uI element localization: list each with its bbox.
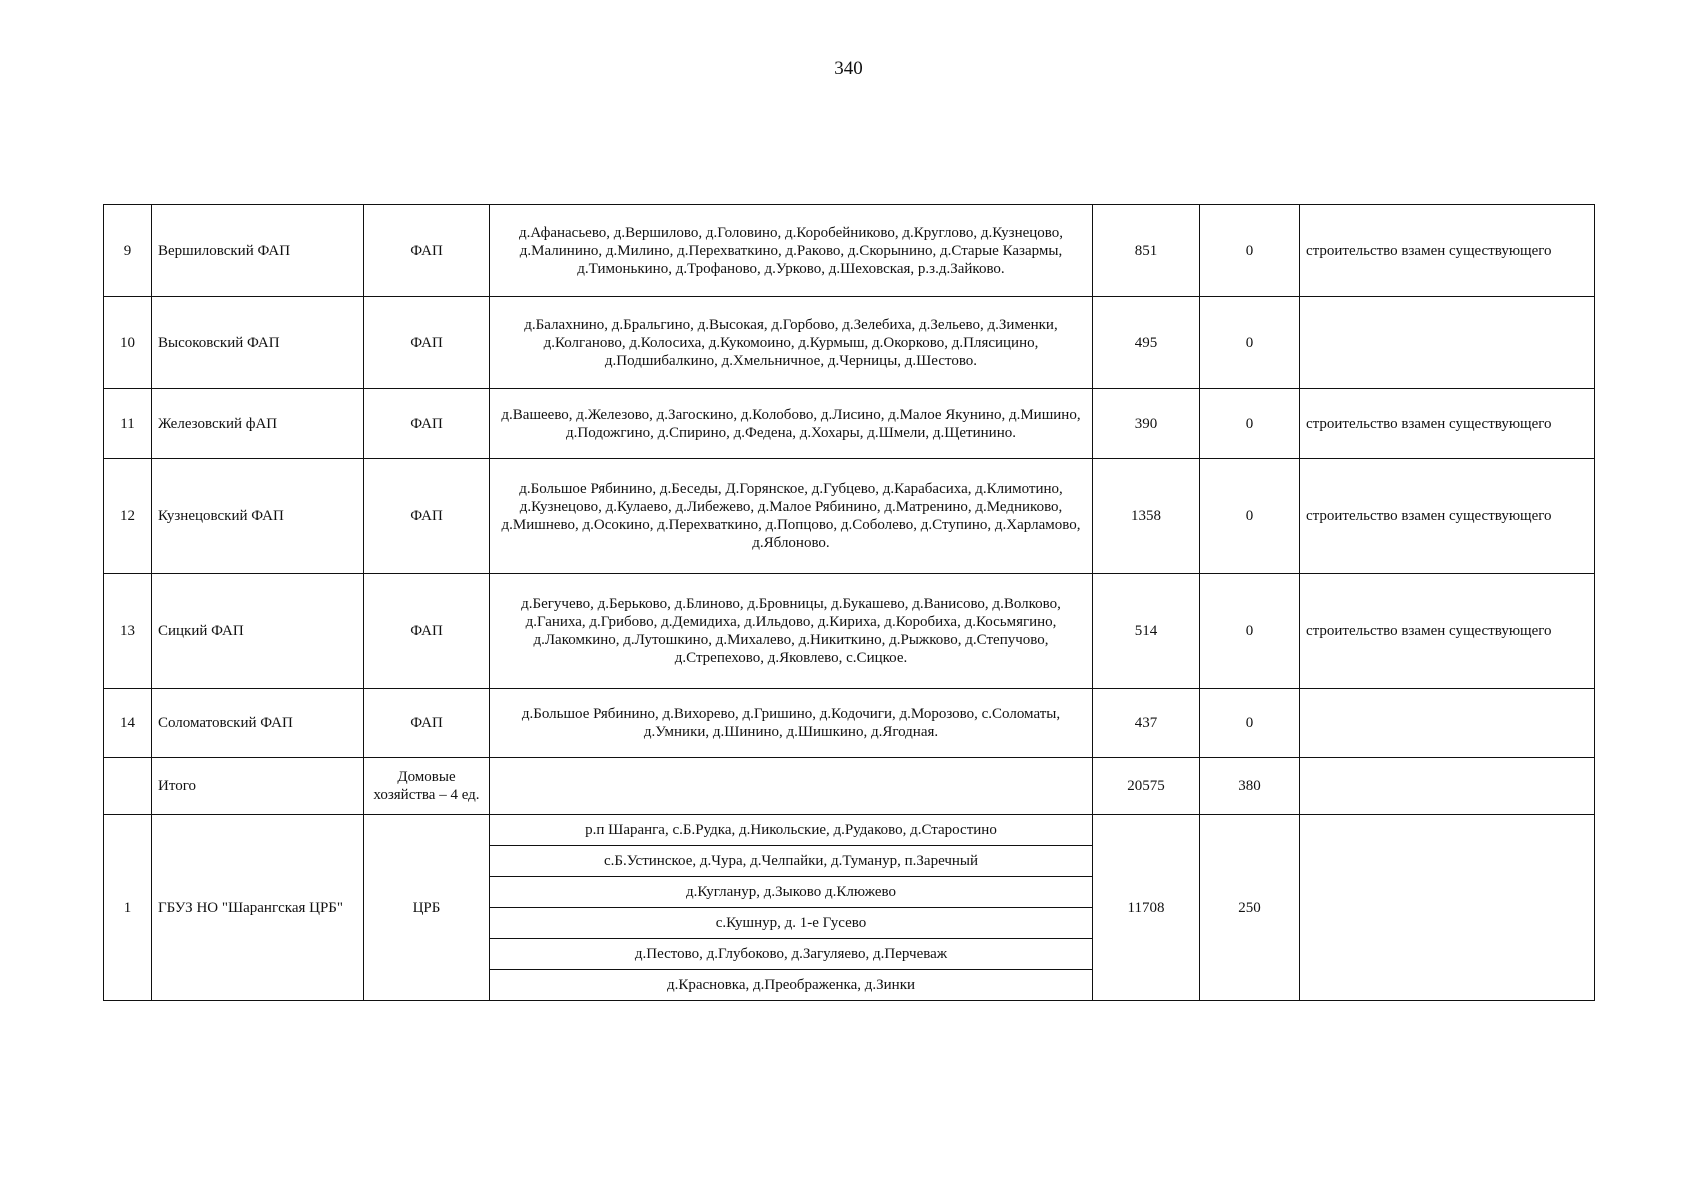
table-row bbox=[104, 689, 1595, 758]
villages-list: д.Большое Рябинино, д.Беседы, Д.Горянское, д.Губцево, д.Карабасиха, д.Климотино, д.Кузнецово, д.Кулаево, д.Либежево, д.Малое Рябинино, д.Матренино, д.Медниково, д.Мишнево, д.Осокино, д.Перехваткино, д.Попцово, д.Соболево, д.Ступино, д.Харламово, д.Яблоново. bbox=[490, 459, 1093, 574]
population-value: 495 bbox=[1093, 297, 1200, 389]
population-value: 437 bbox=[1093, 689, 1200, 758]
table-row bbox=[104, 297, 1595, 389]
total-row bbox=[104, 758, 1595, 815]
total-label: Итого bbox=[152, 758, 364, 815]
population-value: 390 bbox=[1093, 389, 1200, 459]
villages-list bbox=[490, 758, 1093, 815]
facility-type: ФАП bbox=[364, 574, 490, 689]
table-row bbox=[104, 815, 1595, 846]
villages-list: д.Балахнино, д.Бральгино, д.Высокая, д.Горбово, д.Зелебиха, д.Зельево, д.Зименки, д.Колганово, д.Колосиха, д.Кукомоино, д.Курмыш, д.Окорково, д.Плясицино, д.Подшибалкино, д.Хмельничное, д.Черницы, д.Шестово. bbox=[490, 297, 1093, 389]
row-number: 14 bbox=[104, 689, 152, 758]
secondary-value: 250 bbox=[1200, 815, 1300, 1001]
facility-name: Высоковский ФАП bbox=[152, 297, 364, 389]
villages-list: д.Бегучево, д.Берьково, д.Блиново, д.Бровницы, д.Букашево, д.Ванисово, д.Волково, д.Ганиха, д.Грибово, д.Демидиха, д.Ильдово, д.Кириха, д.Коробиха, д.Косьмягино, д.Лакомкино, д.Лутошкино, д.Михалево, д.Никиткино, д.Рыжково, д.Степучово, д.Стрепехово, д.Яковлево, с.Сицкое. bbox=[490, 574, 1093, 689]
page-number: 340 bbox=[834, 58, 863, 79]
secondary-value: 0 bbox=[1200, 689, 1300, 758]
facility-name: Железовский фАП bbox=[152, 389, 364, 459]
facility-type: ФАП bbox=[364, 689, 490, 758]
secondary-value: 0 bbox=[1200, 297, 1300, 389]
facility-type: ФАП bbox=[364, 389, 490, 459]
population-value: 11708 bbox=[1093, 815, 1200, 1001]
villages-group: д.Пестово, д.Глубоково, д.Загуляево, д.Перчеваж bbox=[490, 939, 1093, 970]
facility-type: ФАП bbox=[364, 297, 490, 389]
villages-group: р.п Шаранга, с.Б.Рудка, д.Никольские, д.Рудаково, д.Старостино bbox=[490, 815, 1093, 846]
facility-name: Вершиловский ФАП bbox=[152, 205, 364, 297]
table-row bbox=[104, 574, 1595, 689]
facility-name: Сицкий ФАП bbox=[152, 574, 364, 689]
table-row bbox=[104, 459, 1595, 574]
secondary-value: 0 bbox=[1200, 574, 1300, 689]
facility-name: ГБУЗ НО "Шарангская ЦРБ" bbox=[152, 815, 364, 1001]
total-population: 20575 bbox=[1093, 758, 1200, 815]
note bbox=[1300, 815, 1595, 1001]
note: строительство взамен существующего bbox=[1300, 459, 1595, 574]
population-value: 514 bbox=[1093, 574, 1200, 689]
note bbox=[1300, 758, 1595, 815]
population-value: 851 bbox=[1093, 205, 1200, 297]
note: строительство взамен существующего bbox=[1300, 389, 1595, 459]
row-number: 1 bbox=[104, 815, 152, 1001]
row-number: 12 bbox=[104, 459, 152, 574]
note bbox=[1300, 297, 1595, 389]
facility-name: Кузнецовский ФАП bbox=[152, 459, 364, 574]
table-row bbox=[104, 205, 1595, 297]
row-number: 9 bbox=[104, 205, 152, 297]
population-value: 1358 bbox=[1093, 459, 1200, 574]
total-secondary: 380 bbox=[1200, 758, 1300, 815]
villages-group: д.Кугланур, д.Зыково д.Клюжево bbox=[490, 877, 1093, 908]
table-row bbox=[104, 389, 1595, 459]
note bbox=[1300, 689, 1595, 758]
facility-type: ФАП bbox=[364, 205, 490, 297]
villages-group: с.Б.Устинское, д.Чура, д.Челпайки, д.Туманур, п.Заречный bbox=[490, 846, 1093, 877]
secondary-value: 0 bbox=[1200, 205, 1300, 297]
facilities-table bbox=[103, 204, 1595, 1001]
secondary-value: 0 bbox=[1200, 389, 1300, 459]
facility-name: Соломатовский ФАП bbox=[152, 689, 364, 758]
villages-list: д.Большое Рябинино, д.Вихорево, д.Гришино, д.Кодочиги, д.Морозово, с.Соломаты, д.Умники, д.Шинино, д.Шишкино, д.Ягодная. bbox=[490, 689, 1093, 758]
villages-list: д.Вашеево, д.Железово, д.Загоскино, д.Колобово, д.Лисино, д.Малое Якунино, д.Мишино, д.Подожгино, д.Спирино, д.Федена, д.Хохары, д.Шмели, д.Щетинино. bbox=[490, 389, 1093, 459]
households-note: Домовые хозяйства – 4 ед. bbox=[364, 758, 490, 815]
row-number bbox=[104, 758, 152, 815]
villages-list: д.Афанасьево, д.Вершилово, д.Головино, д.Коробейниково, д.Круглово, д.Кузнецово, д.Малинино, д.Милино, д.Перехваткино, д.Раково, д.Скорынино, д.Старые Казармы, д.Тимонькино, д.Трофаново, д.Урково, д.Шеховская, р.з.д.Зайково. bbox=[490, 205, 1093, 297]
villages-group: с.Кушнур, д. 1-е Гусево bbox=[490, 908, 1093, 939]
row-number: 11 bbox=[104, 389, 152, 459]
row-number: 10 bbox=[104, 297, 152, 389]
note: строительство взамен существующего bbox=[1300, 205, 1595, 297]
row-number: 13 bbox=[104, 574, 152, 689]
note: строительство взамен существующего bbox=[1300, 574, 1595, 689]
villages-group: д.Красновка, д.Преображенка, д.Зинки bbox=[490, 970, 1093, 1001]
secondary-value: 0 bbox=[1200, 459, 1300, 574]
facility-type: ЦРБ bbox=[364, 815, 490, 1001]
facility-type: ФАП bbox=[364, 459, 490, 574]
